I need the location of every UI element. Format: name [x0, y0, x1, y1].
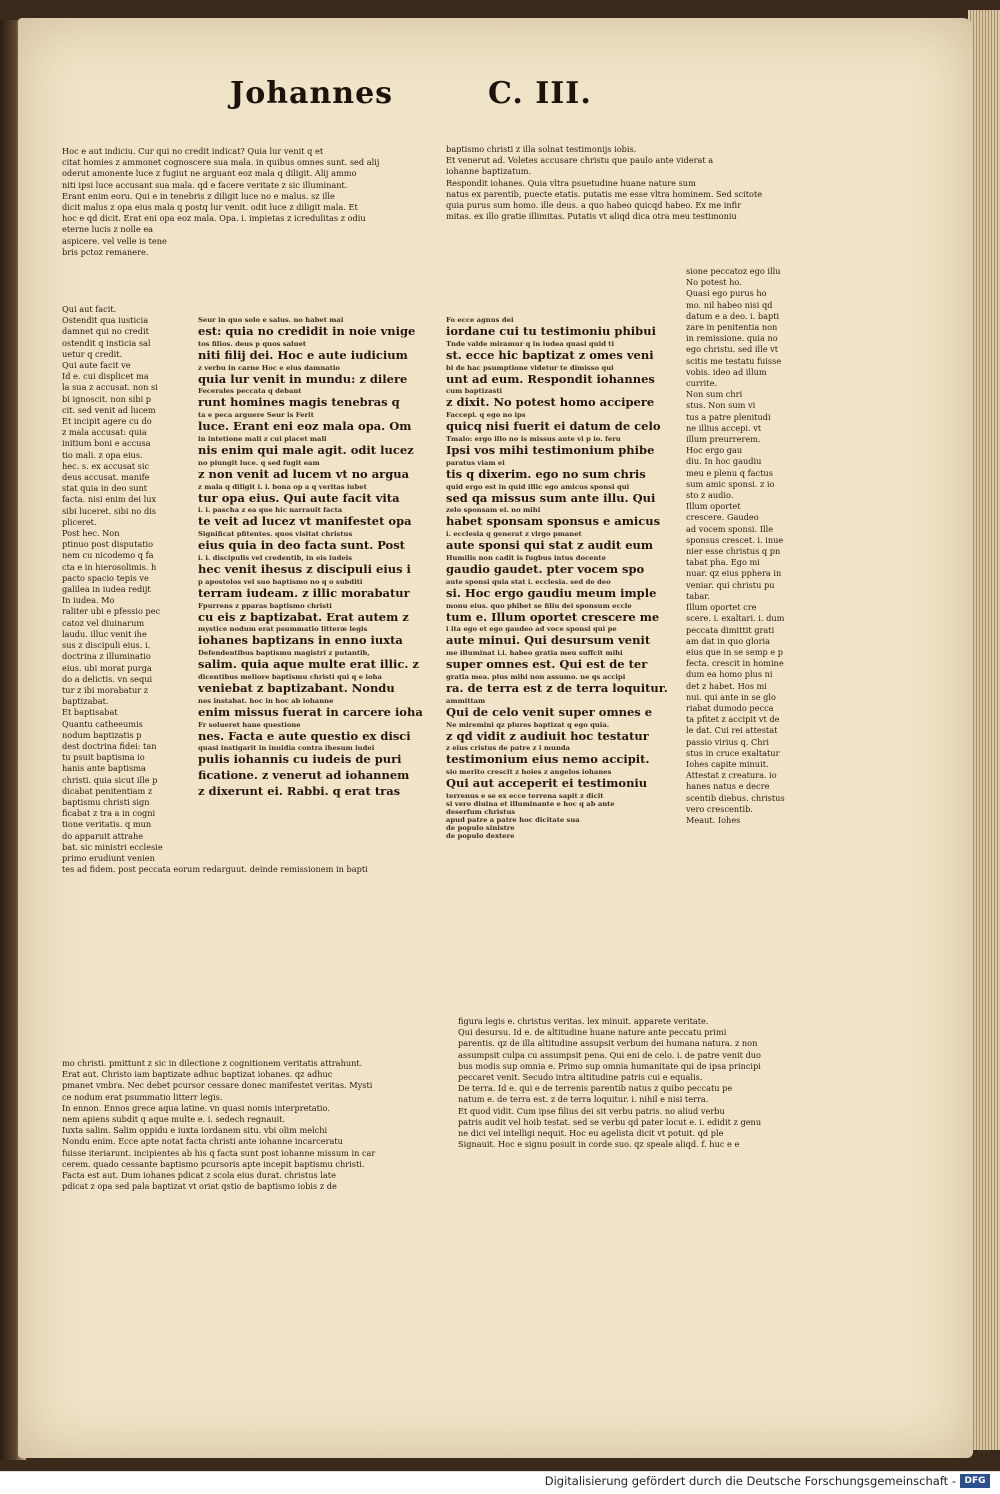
interlinear-gloss: Tmalo: ergo illo no is missus ante vi p io. feru: [446, 434, 621, 443]
gloss-left-line: Post hec. Non: [62, 528, 120, 539]
interlinear-gloss: in intetione mali z cui placet mali: [198, 434, 327, 443]
interlinear-gloss: Humilis non cadit is fugbus intus docente: [446, 553, 606, 562]
main-text-line: salim. quia aque multe erat illic. z: [198, 657, 419, 672]
gloss-left-line: pacto spacio tepis ve: [62, 572, 149, 583]
main-text-line: gaudio gaudet. pter vocem spo: [446, 561, 645, 576]
interlinear-gloss: nes instabat. hoc in hoc ab iohanne: [198, 696, 334, 705]
gloss-left-line: do apparuit attrahe: [62, 830, 144, 841]
gloss-left-line: christi. quia sicut ille p: [62, 774, 158, 785]
gloss-top-left-line: niti ipsi luce accusant sua mala. qd e facere veritate z sic illuminant.: [62, 179, 348, 190]
gloss-right-line: ta pfitet z accipit vt de: [686, 714, 780, 725]
main-text-line: ficatione. z venerut ad iohannem: [198, 768, 410, 783]
main-text-line: te veit ad lucez vt manifestet opa: [198, 514, 412, 529]
gloss-top-left-line: citat homies z ammonet cognoscere sua mala. in quibus omnes sunt. sed alij: [62, 157, 380, 168]
gloss-left-line: cta e in hierosolimis. h: [62, 561, 157, 572]
gloss-left-line: ostendit q insticia sal: [62, 337, 151, 348]
gloss-right-line: in remissione. quia no: [686, 333, 778, 344]
main-text-line: Qui de celo venit super omnes e: [446, 704, 653, 719]
interlinear-gloss: cum baptizasti: [446, 387, 503, 396]
main-text-line: tur opa eius. Qui aute facit vita: [198, 490, 400, 505]
gloss-left-line: cit. sed venit ad lucem: [62, 404, 156, 415]
interlinear-gloss: Fr solueret hane questione: [198, 720, 301, 729]
interlinear-gloss: tos filios. deus p quos saluet: [198, 339, 307, 348]
gloss-right-line: det z habet. Hos mi: [686, 680, 767, 691]
gloss-left-line: facta. nisi enim dei lux: [62, 494, 157, 505]
interlinear-gloss: zelo sponsam ei. no mihi: [446, 506, 541, 515]
gloss-top-left-line: dicit malus z opa eius mala q postq lur venit. odit luce z diligit mala. Et: [62, 202, 358, 213]
running-head-book: Johannes: [230, 76, 394, 111]
interlinear-gloss: me illuminat i.i. habeo gratia meu suffcit mihi: [446, 649, 623, 658]
gloss-right-line: illum preurrerem.: [686, 434, 761, 445]
gloss-right-line: Quasi ego purus ho: [686, 288, 767, 299]
interlinear-gloss: Faccepi. q ego no ips: [446, 411, 526, 420]
gloss-right-line: zare in penitentia non: [686, 322, 778, 333]
gloss-right-line: passio virius q. Chri: [686, 736, 770, 747]
gloss-right-line: le dat. Cui rei attestat: [686, 725, 778, 736]
interlinear-gloss: quid ergo est in quid illic ego amicus sponsi qui: [446, 482, 630, 491]
interlinear-gloss: ta e peca arguere Seur is Ferit: [198, 411, 314, 420]
gloss-right-line: datum e a deo. i. bapti: [686, 310, 780, 321]
gloss-right-line: ego christu. sed ille vt: [686, 344, 779, 355]
gloss-left-line: stat quia in deo sunt: [62, 483, 148, 494]
gloss-right-line: Attestat z creatura. io: [686, 770, 777, 781]
gloss-right-line: Meaut. Iohes: [686, 814, 741, 825]
gloss-bottom-left-line: mo christi. pmittunt z sic in dilectione z cognitionem veritatis attrahunt.: [62, 1058, 363, 1068]
gloss-right-line: meu e plenu q factus: [686, 467, 773, 478]
gloss-bottom-left-line: In ennon. Ennos grece aqua latine. vn quasi nomis interpretatio.: [62, 1102, 330, 1113]
interlinear-gloss: z eius cristus de patre z i munda: [446, 744, 571, 753]
gloss-bottom-left-line: Facta est aut. Dum iohanes pdicat z scola eius durat. christus late: [62, 1170, 336, 1181]
interlinear-gloss: terrenus e se ex ecce terrena sapit z dicit: [446, 791, 604, 800]
gloss-bottom-left-line: fuisse iteriarunt. incipientes ab his q facta sunt post iohanne missum in car: [62, 1147, 376, 1158]
main-text-line: pulis iohannis cu iudeis de puri: [198, 752, 402, 767]
gloss-right-line: mo. nil habeo nisi qd: [686, 299, 773, 310]
gloss-left-line: baptizabat.: [62, 696, 109, 707]
interlinear-gloss: mystice nodum erat psummatio litteræ legis: [198, 625, 368, 634]
gloss-right-line: scere. i. exaltari. i. dum: [686, 613, 785, 624]
gloss-bottom-left-line: Erat aut. Christo iam baptizate adhuc baptizat iohanes. qz adhuc: [62, 1069, 333, 1080]
gloss-top-middle: [446, 144, 806, 226]
gloss-bottom-right-line: De terra. Id e. qui e de terrenis parentib natus z quibo peccatu pe: [458, 1083, 733, 1094]
gloss-right-line: stus in cruce exaltatur: [686, 747, 780, 758]
gloss-left-line: hanis ante baptisma: [62, 763, 146, 774]
gloss-right-line: tabat pha. Ego mi: [686, 557, 760, 568]
gloss-left-line: tu psuit baptisma io: [62, 752, 145, 763]
main-text-line: iordane cui tu testimoniu phibui: [446, 324, 656, 338]
gloss-left-line: Quantu catheeumis: [62, 718, 143, 729]
gloss-left-line: galilea in iudea redijt: [62, 584, 151, 595]
gloss-right-line: sum amic sponsi. z io: [686, 478, 775, 489]
gloss-right-line: Iohes capite minuit.: [686, 758, 769, 769]
interlinear-gloss: gratia mea. plus mihi non assumo. ne qs accipi: [446, 672, 626, 681]
main-text-line: aute minui. Qui desursum venit: [446, 633, 651, 648]
main-text-line: z dixit. No potest homo accipere: [446, 395, 655, 410]
gloss-top-left-line: Hoc e aut indiciu. Cur qui no credit indicat? Quia lur venit q et: [62, 146, 324, 156]
gloss-top-left-line: aspicere. vel velle is tene: [62, 235, 167, 246]
main-text-line: veniebat z baptizabant. Nondu: [198, 680, 395, 695]
interlinear-gloss: bi de hac psumptione videtur te dimisso qui: [446, 363, 614, 372]
gloss-bottom-left-line: pmanet vmbra. Nec debet pcursor cessare donec manifestet veritas. Mysti: [62, 1080, 373, 1091]
interlinear-gloss: i. i. discipulis vel credentib, in eis iudeis: [198, 553, 353, 562]
gloss-top-mid-line: baptismo christi z illa solnat testimonijs iobis.: [446, 144, 637, 154]
gloss-top-left-line: bris pctoz remanere.: [62, 246, 149, 257]
gloss-right-line: nier esse christus q pn: [686, 546, 781, 557]
interlinear-gloss: z verbu in carne Hoc e eius damnatio: [198, 363, 340, 372]
gloss-top-mid-line: natus ex parentib, puecte etatis. putatis me esse vltra hominem. Sed scitote: [446, 188, 763, 199]
gloss-left-line: ficabat z tra a in cogni: [62, 808, 156, 819]
gloss-left-line: damnet qui no credit: [62, 326, 149, 337]
gloss-left-line: ptinuo post disputatio: [62, 539, 154, 550]
main-text-line: tum e. Illum oportet crescere me: [446, 609, 660, 624]
gloss-bottom-right-line: Signauit. Hoc e signu posuit in corde suo. qz speale aliqd. f. huc e e: [458, 1139, 740, 1150]
gloss-right-line: Non sum chri: [686, 389, 743, 400]
gloss-left-line: bat. sic ministri ecclesie: [62, 841, 163, 852]
interlinear-gloss: quasi instigarit in inuidia contra ihesum iudei: [198, 744, 375, 753]
interlinear-gloss: Ne miremini qz plures baptizat q ego quia.: [446, 720, 610, 729]
main-text-line: quicq nisi fuerit ei datum de celo: [446, 419, 661, 434]
main-text-line: z qd vidit z audiuit hoc testatur: [446, 728, 649, 743]
interlinear-gloss: aute sponsi quia stat i. ecclesia. sed de deo: [446, 577, 611, 586]
gloss-left-line: nem cu nicodemo q fa: [62, 550, 154, 561]
gloss-bottom-left-line: nem apiens subdit q aque multe e. i. sedech regnauit.: [62, 1114, 286, 1125]
interlinear-gloss: Defendentibus baptismu magistri z putantib,: [198, 649, 370, 658]
gloss-right-line: diu. In hoc gaudiu: [686, 456, 762, 467]
gloss-top-left-line: eterne lucis z nolle ea: [62, 224, 154, 235]
gloss-bottom-right-line: bus modis sup omnia e. Primo sup omnia humanitate qui de ipsa principi: [458, 1060, 761, 1071]
main-text-line: z non venit ad lucem vt no argua: [198, 466, 410, 481]
gloss-left-line: sibi luceret. sibi no dis: [62, 505, 157, 516]
gloss-right-line: stus. Non sum vi: [686, 400, 756, 411]
gloss-left-line: primo erudiunt venien: [62, 852, 155, 863]
gloss-bottom-left-line: ce nodum erat psummatio litterr legis.: [62, 1091, 223, 1102]
main-text-line: runt homines magis tenebras q: [198, 395, 400, 410]
gloss-right-line: nui. qui ante in se glo: [686, 691, 776, 702]
gloss-right-line: ad vocem sponsi. Ille: [686, 523, 774, 534]
gloss-left-line: tio mali. z opa eius.: [62, 449, 143, 460]
gloss-left-line: In iudea. Mo: [62, 595, 115, 606]
gloss-right-line: crescere. Gaudeo: [686, 512, 759, 523]
gloss-right-line: Hoc ergo gau: [686, 445, 743, 456]
gloss-left-line: dest doctrina fidei: tan: [62, 740, 157, 751]
interlinear-gloss: de populo sinistre: [446, 823, 515, 832]
interlinear-gloss: Significat pfitentes. quos visitat christus: [198, 530, 353, 539]
gloss-bottom-right-line: Et quod vidit. Cum ipse filius dei sit verbu patris. no aliud verbu: [458, 1105, 725, 1116]
gloss-bottom-right-line: natum e. de terra est. z de terra loquitur. i. nihil e nisi terra.: [458, 1094, 709, 1105]
interlinear-gloss: i. ecclesia q generat z virgo pmanet: [446, 530, 582, 539]
gloss-left-line: tes ad fidem. post peccata eorum redarguut. deinde remissionem in bapti: [62, 864, 368, 875]
main-text-middle: [446, 316, 682, 956]
gloss-left-line: Id e. cui displicet ma: [62, 371, 149, 382]
main-text-left: [198, 316, 423, 956]
gloss-bottom-left-line: pdicat z opa sed pala baptizat vt oriat qstio de baptismo iobis z de: [62, 1181, 337, 1192]
interlinear-gloss: apud patre a patre hoc dicitate sua: [446, 815, 580, 824]
gloss-left-line: doctrina z illuminatio: [62, 651, 151, 662]
interlinear-gloss: de populo dextere: [446, 831, 515, 840]
gloss-left-line: Ostendit qua iusticia: [62, 315, 149, 326]
gloss-left-line: do a delictis. vn sequi: [62, 673, 153, 684]
gloss-right-line: vero crescentib.: [686, 803, 753, 814]
gloss-top-mid-line: Et venerut ad. Voletes accusare christu que paulo ante viderat a: [446, 155, 714, 166]
interlinear-gloss: Seur in quo solo e salus. no habet mai: [198, 316, 344, 324]
interlinear-gloss: Tnde valde miramur q in iudea quasi quid ti: [446, 339, 615, 348]
interlinear-gloss: z mala q diligit i. i. bona op a q veritas iubet: [198, 482, 367, 491]
gloss-top-mid-line: quia purus sum homo. ille deus. a quo habeo quicqd habeo. Ex me infir: [446, 200, 742, 211]
gloss-left-line: eius. ubi morat purga: [62, 662, 152, 673]
gloss-bottom-right-line: parentis. qz de illa altitudine assupsit verbum dei humana natura. z non: [458, 1038, 758, 1049]
gloss-right-line: tus a patre plenitudi: [686, 411, 771, 422]
main-text-line: unt ad eum. Respondit iohannes: [446, 371, 655, 386]
main-text-line: super omnes est. Qui est de ter: [446, 657, 648, 672]
gloss-left-line: laudu. illuc venit ihe: [62, 628, 147, 639]
gloss-left-line: hec. s. ex accusat sic: [62, 460, 150, 471]
interlinear-gloss: ammittam: [446, 696, 486, 705]
gloss-top-mid-line: mitas. ex illo gratie illimitas. Putatis vt aliqd dica otra meu testimoniu: [446, 211, 737, 222]
gloss-right-line: nuar. qz eius pphera in: [686, 568, 782, 579]
interlinear-gloss: monu eius. quo phibet se filiu dei sponsum eccle: [446, 601, 632, 610]
gloss-left-line: tur z ibi morabatur z: [62, 684, 149, 695]
interlinear-gloss: i ita ego et ego gaudeo ad voce sponsi qui pe: [446, 625, 617, 634]
gloss-left-line: sus z discipuli eius. i.: [62, 640, 151, 651]
gloss-right-line: hanes natus e decre: [686, 781, 770, 792]
gloss-top-mid-line: Respondit iohanes. Quia vltra psuetudine huane nature sum: [446, 177, 696, 188]
main-text-line: eius quia in deo facta sunt. Post: [198, 538, 405, 553]
gloss-right-line: eius que in se semp e p: [686, 646, 783, 657]
gloss-left-line: uetur q credit.: [62, 348, 123, 359]
gloss-left-line: baptismu christi sign: [62, 796, 150, 807]
gloss-bottom-right-line: peccaret venit. Secudo intra altitudine patris cui e equalis.: [458, 1072, 703, 1083]
gloss-left-line: la sua z accusat. non si: [62, 382, 158, 393]
gloss-right-line: ne illius accepi. vt: [686, 422, 762, 433]
gloss-bottom-left-line: Iuxta salim. Salim oppidu e iuxta iordanem situ. vbi olim melchi: [62, 1125, 328, 1136]
gloss-right-line: sione peccatoz ego illu: [686, 266, 781, 276]
interlinear-gloss: si vero diuina et illuminante e hoc q ab ante: [446, 799, 615, 808]
main-text-line: Ipsi vos mihi testimonium phibe: [446, 442, 655, 457]
interlinear-middle: [446, 316, 682, 840]
main-text-line: est: quia no credidit in noie vnige: [198, 324, 416, 338]
main-text-line: enim missus fuerat in carcere ioha: [198, 704, 423, 719]
gloss-right-line: fecta. crescit in homine: [686, 658, 784, 669]
interlinear-left: [198, 316, 423, 800]
interlinear-gloss: dicentibus meliore baptismu christi qui q e ioha: [198, 672, 382, 681]
gloss-right-line: currite.: [686, 378, 718, 389]
gloss-left-line: raliter ubi e pfessio pec: [62, 606, 161, 617]
gloss-left-line: tione veritatis. q mun: [62, 819, 152, 830]
gloss-bottom-right-line: assumpsit culpa cu assumpsit pena. Qui eni de celo. i. de patre venit duo: [458, 1049, 761, 1060]
main-text-line: nis enim qui male agit. odit lucez: [198, 442, 414, 457]
gloss-top-left-line: Erant enim eoru. Qui e in tenebris z diligit luce no e malus. sz ille: [62, 190, 335, 201]
running-head-chapter: C. III.: [488, 76, 592, 111]
gloss-left-line: deus accusat. manife: [62, 472, 150, 483]
gloss-right-line: riabat dumodo pecca: [686, 702, 774, 713]
gloss-bottom-left-line: Nondu enim. Ecce apte notat facta christi ante iohanne incarceratu: [62, 1136, 343, 1147]
interlinear-gloss: deserfum christus: [446, 807, 516, 816]
main-text-line: si. Hoc ergo gaudiu meum imple: [446, 585, 657, 600]
gloss-left-line: nodum baptizatis p: [62, 729, 142, 740]
main-text-line: z dixerunt ei. Rabbi. q erat tras: [198, 783, 401, 798]
interlinear-gloss: sio merito crescit z hoies z angelos iohanes: [446, 768, 612, 777]
gloss-right-line: tabar.: [686, 590, 710, 601]
book-page: [18, 18, 973, 1458]
interlinear-gloss: Fpurrens z pparas baptismo christi: [198, 601, 332, 610]
interlinear-gloss: paratus viam ei: [446, 458, 505, 467]
main-text-line: hec venit ihesus z discipuli eius i: [198, 561, 411, 576]
gloss-right-line: No potest ho.: [686, 277, 742, 288]
gloss-bottom-left-line: cerem. quado cessante baptismo pcursoris apte incepit baptismu christi.: [62, 1158, 365, 1169]
gloss-left-line: pliceret.: [62, 516, 97, 527]
main-text-line: ra. de terra est z de terra loquitur.: [446, 680, 668, 695]
gloss-top-left: [62, 146, 432, 262]
gloss-bottom-right: [458, 1016, 828, 1176]
main-text-line: testimonium eius nemo accipit.: [446, 752, 650, 767]
gloss-right-line: Illum oportet: [686, 501, 741, 512]
gloss-bottom-right-line: figura legis e. christus veritas. lex minuit. apparete veritate.: [458, 1016, 709, 1026]
gloss-top-left-line: oderut amonente luce z fugiut ne arguant eoz mala q diligit. Alij ammo: [62, 168, 357, 179]
gloss-right-line: scentib diebus. christus: [686, 792, 785, 803]
main-text-line: niti filij dei. Hoc e aute iudicium: [198, 347, 408, 362]
gloss-right-line: sto z audio.: [686, 490, 734, 501]
gloss-right-line: dum ea homo plus ni: [686, 669, 773, 680]
gloss-right-line: Illum oportet cre: [686, 602, 757, 613]
gloss-left-line: initium boni e accusa: [62, 438, 151, 449]
gloss-bottom-right-line: ne dici vel intelligi nequit. Hoc eu agelista dicit vt potuit. qd ple: [458, 1128, 724, 1139]
gloss-left-line: dicabat penitentiam z: [62, 785, 153, 796]
main-text-line: habet sponsam sponsus e amicus: [446, 514, 661, 529]
gloss-left-line: catoz vel diuinarum: [62, 617, 145, 628]
interlinear-gloss: no piungit luce. q sed fugit eam: [198, 458, 320, 467]
gloss-left-line: Et incipit agere cu do: [62, 416, 152, 427]
gloss-left-line: Qui aut facit.: [62, 304, 117, 314]
gloss-left-line: z mala accusat: quia: [62, 427, 147, 438]
interlinear-gloss: Fo ecce agnus dei: [446, 316, 514, 324]
gloss-right-column: [686, 266, 806, 996]
gloss-right-line: vobis. ideo ad illum: [686, 366, 767, 377]
main-text-line: terram iudeam. z illic morabatur: [198, 585, 410, 600]
gloss-bottom-left: [62, 1058, 442, 1198]
gloss-left-line: Qui aute facit ve: [62, 360, 131, 371]
main-text-line: sed qa missus sum ante illu. Qui: [446, 490, 656, 505]
gloss-right-line: scitis me testatu fuisse: [686, 355, 782, 366]
gloss-bottom-right-line: patris audit vel hoib testat. sed se verbu qd pater locut e. i. edidit z genu: [458, 1116, 762, 1127]
interlinear-gloss: p apostolos vel suo baptismo no q o subditi: [198, 577, 363, 586]
dfg-logo: DFG: [960, 1474, 990, 1488]
gloss-top-mid-line: iohanne baptizatum.: [446, 166, 532, 177]
main-text-line: Qui aut acceperit ei testimoniu: [446, 776, 648, 791]
main-text-line: luce. Erant eni eoz mala opa. Om: [198, 419, 412, 434]
main-text-line: iohanes baptizans in enno iuxta: [198, 633, 403, 648]
interlinear-gloss: Fecerales peccata q debant: [198, 387, 302, 396]
gloss-top-left-line: hoc e qd dicit. Erat eni opa eoz mala. Opa. i. impietas z icredulitas z odiu: [62, 213, 366, 224]
gloss-right-line: veniar. qui christu pu: [686, 579, 775, 590]
gloss-right-line: sponsus crescet. i. inue: [686, 534, 784, 545]
gloss-right-line: am dat in quo gloria: [686, 635, 771, 646]
main-text-line: cu eis z baptizabat. Erat autem z: [198, 609, 409, 624]
main-text-line: aute sponsi qui stat z audit eum: [446, 538, 654, 553]
gloss-left-line: Et baptisabat: [62, 707, 118, 718]
gloss-left-line: bi ignoscit. non sibi p: [62, 393, 152, 404]
funding-credit: Digitalisierung gefördert durch die Deutsche Forschungsgemeinschaft -: [544, 1474, 956, 1488]
main-text-line: nes. Facta e aute questio ex disci: [198, 728, 411, 743]
gloss-right-line: peccata dimittit grati: [686, 624, 775, 635]
interlinear-gloss: i. i. pascha z ea que hic narrauit facta: [198, 506, 343, 515]
main-text-line: tis q dixerim. ego no sum chris: [446, 466, 646, 481]
main-text-line: st. ecce hic baptizat z omes veni: [446, 347, 654, 362]
gloss-bottom-right-line: Qui desursu. Id e. de altitudine huane nature ante peccatu primi: [458, 1027, 727, 1038]
main-text-line: quia lur venit in mundu: z dilere: [198, 371, 408, 386]
